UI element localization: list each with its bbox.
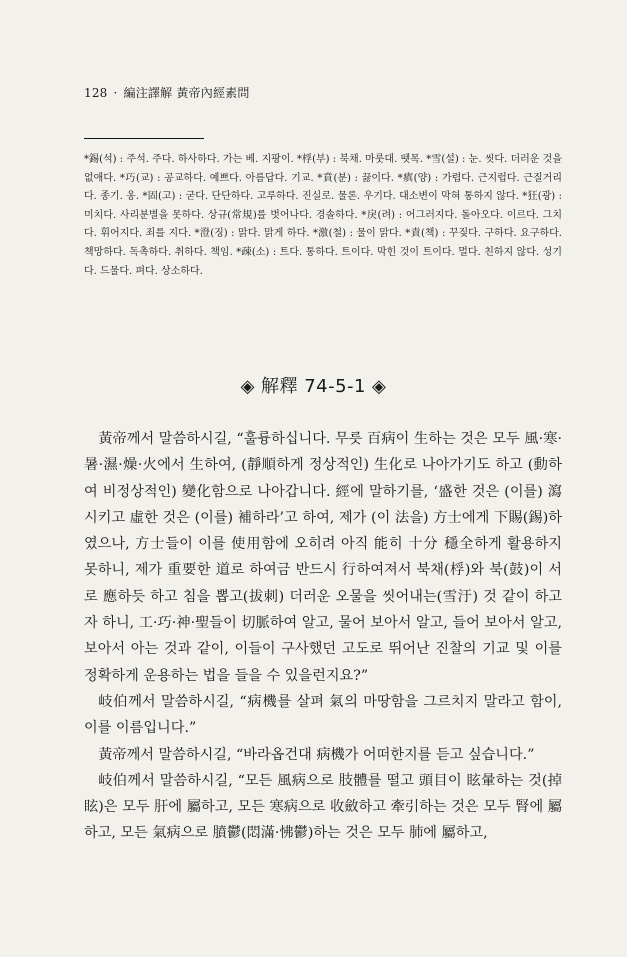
section-heading xyxy=(0,372,627,398)
page-number: 128 xyxy=(84,86,108,100)
vocabulary-notes xyxy=(84,151,562,281)
footnote-divider xyxy=(84,138,204,139)
running-head xyxy=(84,84,250,101)
diamond-marker-right: ◈ xyxy=(372,376,387,397)
body-paragraph: 黃帝께서 말씀하시길, “훌륭하십니다. 무릇 百病이 生하는 것은 모두 風·寒·暑·濕·燥·火에서 生하여, (靜順하게 정상적인) 生化로 나아가기도 하고 (動하여 비정상적인) 變化함으로 나아갑니다. 經에 말하기를, ‘盛한 것은 (이를) 瀉시키고 虛한 것은 (이를) 補하라’고 하여, 제가 (이 法을) 方士에게 下賜(錫)하였으나, 方士들이 이를 使用함에 오히려 아직 能히 十分 穩全하게 활용하지 못하니, 제가 重要한 道로 하여금 반드시 行하여져서 북채(桴)와 북(鼓)이 서로 應하듯 하고 침을 뽑고(拔刺) 더러운 오물을 씻어내는(雪汙) 것 같이 하고자 하니, 工·巧·神·聖들이 切脈하여 알고, 물어 보아서 알고, 들어 보아서 알고, 보아서 아는 것과 같이, 이들이 구사했던 고도로 뛰어난 진찰의 기교 및 이를 정확하게 운용하는 법을 들을 수 있을런지요?” xyxy=(84,431,562,684)
vocabulary-note: *錫(석) : 주석. 주다. 하사하다. 가는 베. 지팡이. *桴(부) : 북채. 마룻대. 뗏목. *雪(설) : 눈. 씻다. 더러운 것을 없애다. *巧(교) : 공교하다. 예쁘다. 아름답다. 기교. *賁(분) : 끓이다. *瘨(양) : 가렵다. 근지럽다. 근질거리다. 종기. 옹. *固(고) : 굳다. 단단하다. 고루하다. 진실로. 물론. 우기다. 대소변이 막혀 통하지 않다. *狂(광) : 미치다. 사리분별을 못하다. 상규(常規)를 벗어나다. 경솔하다. *戾(려) : 어그러지다. 돌아오다. 이르다. 그치다. 휘어지다. 죄를 지다. *澄(징) : 맑다. 맑게 하다. *激(철) : 물이 맑다. *責(책) : 꾸짖다. 구하다. 요구하다. 책망하다. 독촉하다. 취하다. 책임. *疎(소) : 트다. 통하다. 트이다. 막힌 것이 트이다. 멀다. 친하지 않다. 성기다. 드물다. 펴다. 상소하다. xyxy=(84,154,562,277)
body-paragraph: 黃帝께서 말씀하시길, “바라옵건대 病機가 어떠한지를 듣고 싶습니다.” xyxy=(98,746,535,763)
section-title: 解釋 74-5-1 xyxy=(260,376,367,397)
header-separator: · xyxy=(113,86,118,100)
diamond-marker-left: ◈ xyxy=(240,376,255,397)
translation-body xyxy=(84,426,562,847)
body-paragraph: 岐伯께서 말씀하시길, “病機를 살펴 氣의 마땅함을 그르치지 말라고 함이, 이를 이름입니다.” xyxy=(84,693,562,737)
book-title: 編注譯解 黃帝內經素問 xyxy=(123,86,250,100)
body-paragraph: 岐伯께서 말씀하시길, “모든 風病으로 肢體를 떨고 頭目이 眩暈하는 것(掉眩)은 모두 肝에 屬하고, 모든 寒病으로 收斂하고 牽引하는 것은 모두 腎에 屬하고, 모든 氣病으로 膹鬱(悶滿·怫鬱)하는 것은 모두 肺에 屬하고, xyxy=(84,772,562,842)
